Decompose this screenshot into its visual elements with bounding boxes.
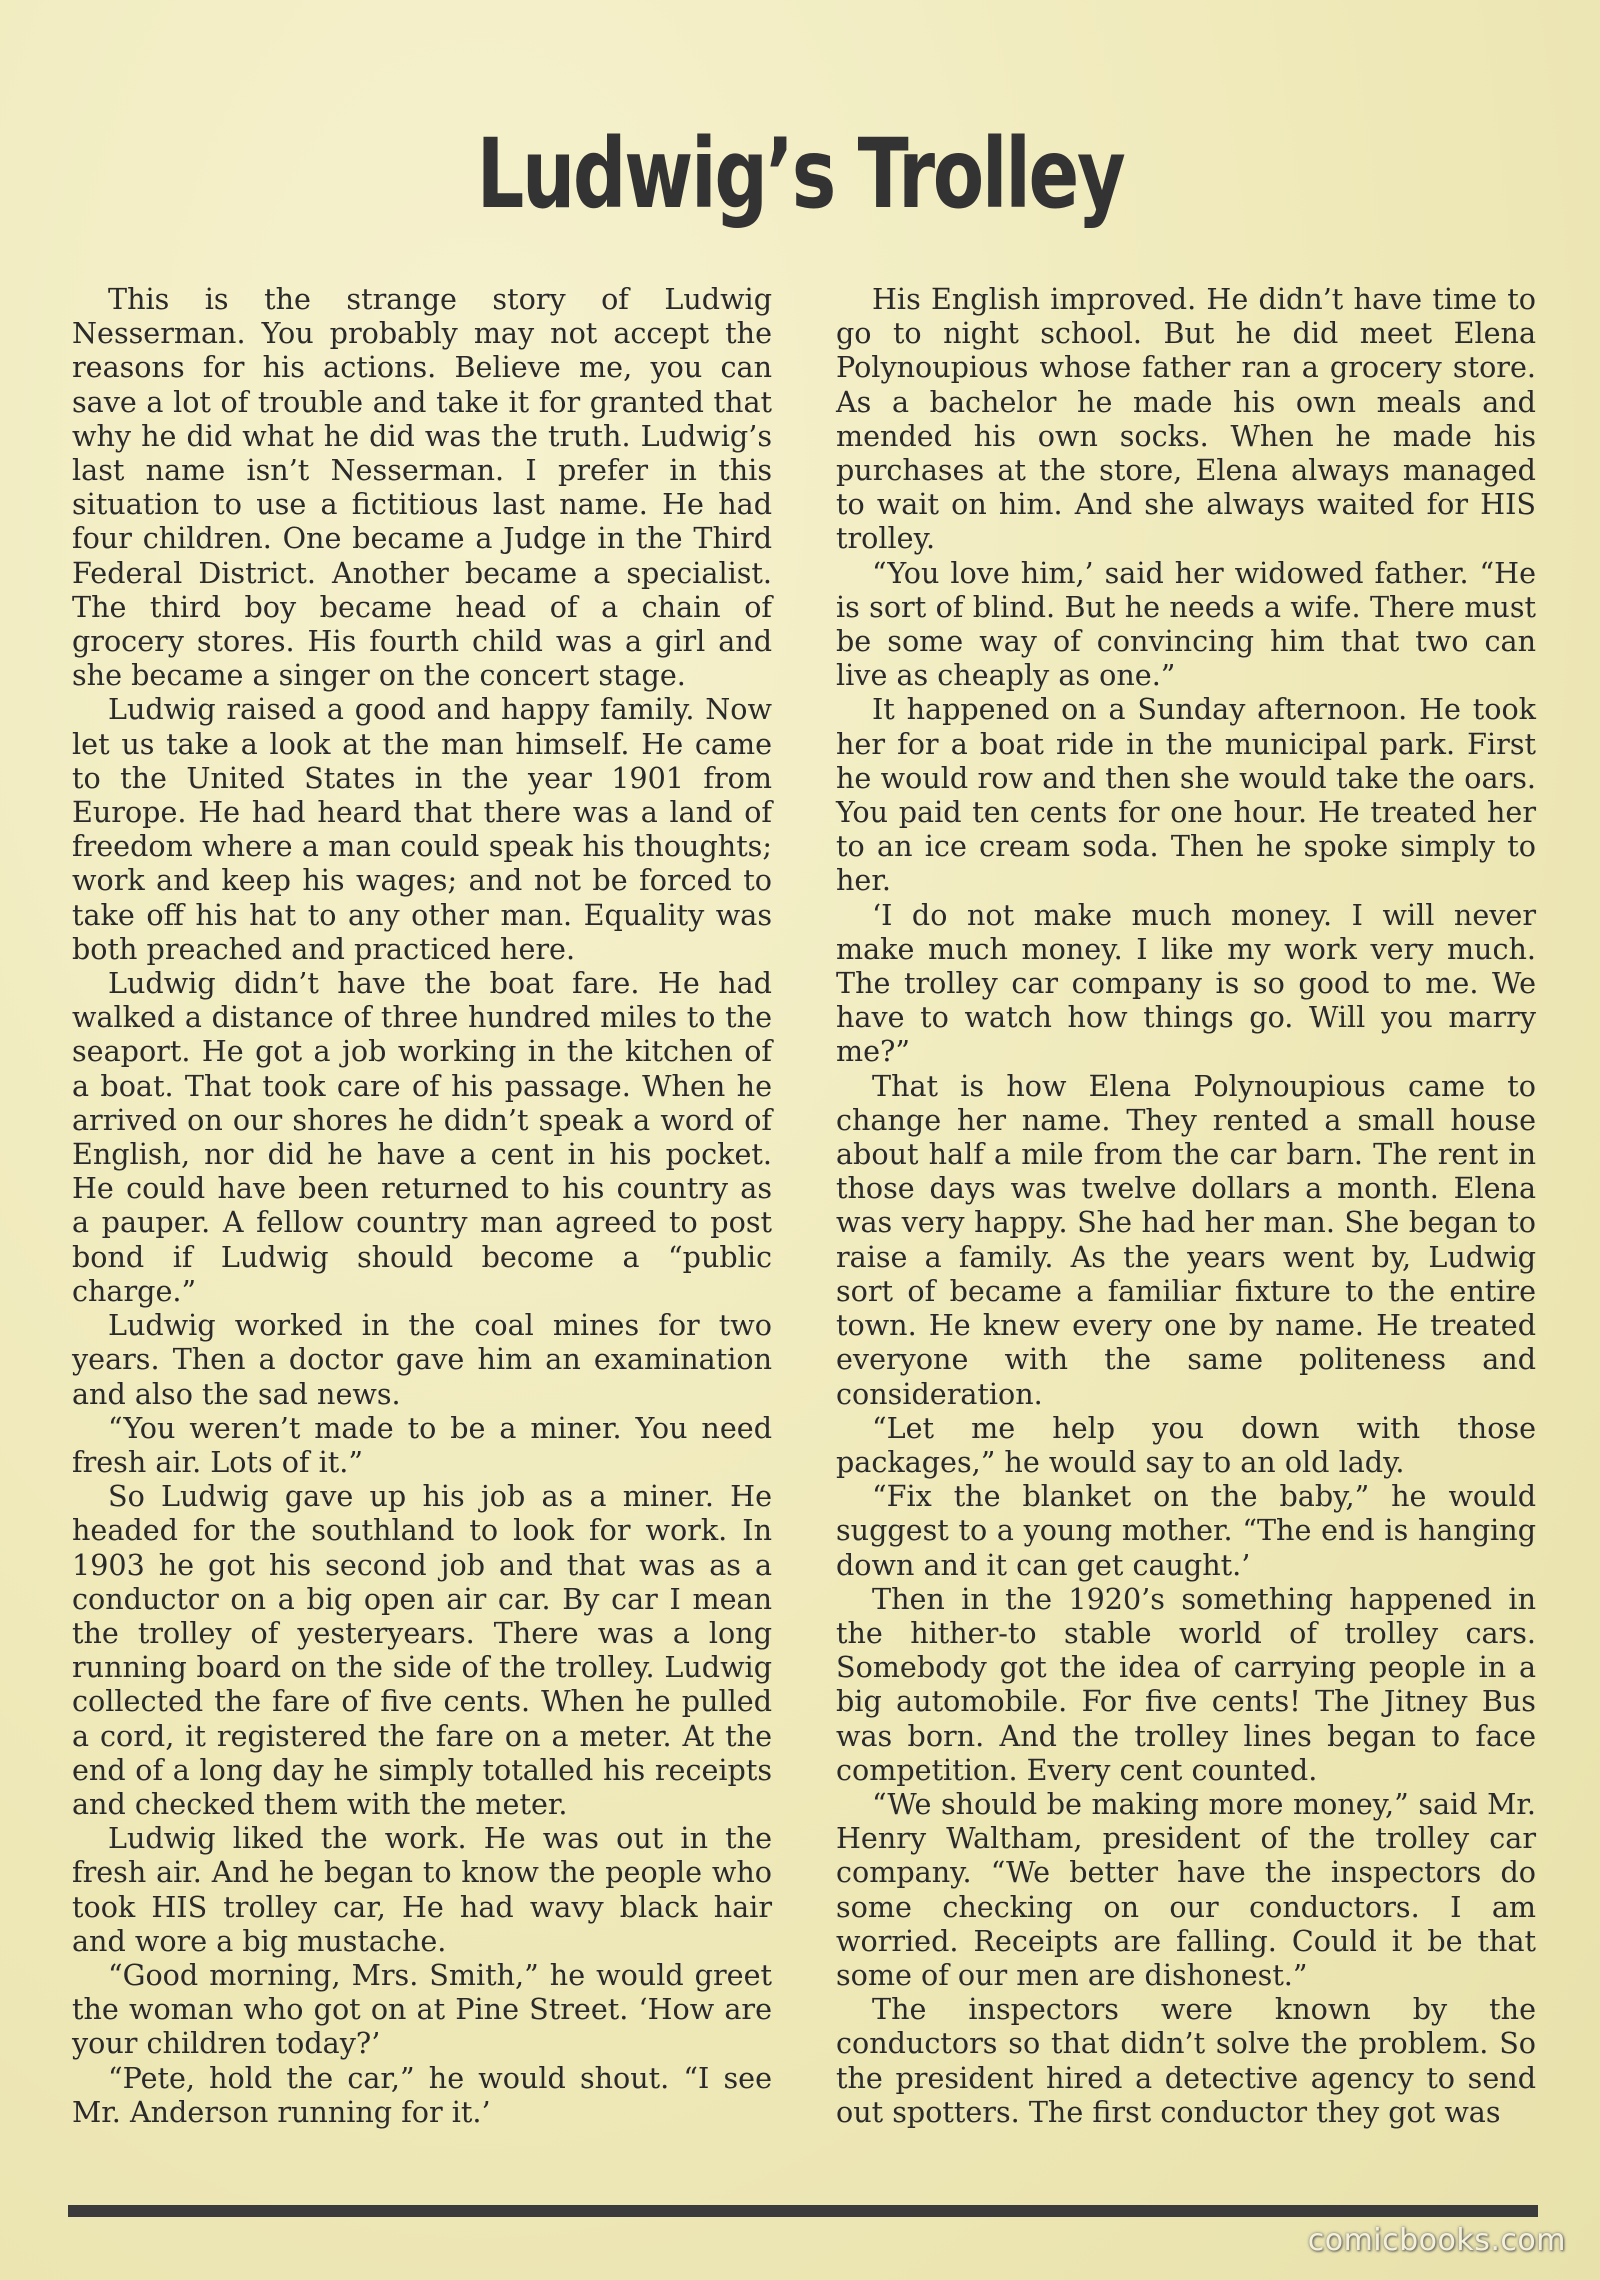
paragraph: It happened on a Sunday afternoon. He took her for a boat ride in the municipal park. First he would row and then she would take the oars. You paid ten cents for one hour. He treated her to an ice cream soda. Then he spoke simply to her.: [836, 692, 1536, 898]
paragraph: “Let me help you down with those packages,” he would say to an old lady.: [836, 1410, 1536, 1479]
paragraph: Then in the 1920’s something happened in the hither-to stable world of trolley cars. Somebody got the idea of carrying people in a big automobile. For five cents! The Jitney Bus was born. And the trolley lines began to face competition. Every cent counted.: [836, 1581, 1536, 1787]
paragraph: “Fix the blanket on the baby,” he would suggest to a young mother. “The end is hanging down and it can get caught.’: [836, 1479, 1536, 1582]
paragraph: Ludwig worked in the coal mines for two years. Then a doctor gave him an examination and also the sad news.: [72, 1308, 772, 1411]
watermark: comicbooks.com: [1307, 2223, 1566, 2258]
paragraph: ‘I do not make much money. I will never make much money. I like my work very much. The trolley car company is so good to me. We have to watch how things go. Will you marry me?”: [836, 897, 1536, 1069]
paragraph: Ludwig liked the work. He was out in the fresh air. And he began to know the people who took HIS trolley car, He had wavy black hair and wore a big mustache.: [72, 1821, 772, 1958]
paragraph: This is the strange story of Ludwig Nesserman. You probably may not accept the reasons for his actions. Believe me, you can save a lot of trouble and take it for granted that why he did what he did was the truth. Ludwig’s last name isn’t Nesserman. I prefer in this situation to use a fictitious last name. He had four children. One became a Judge in the Third Federal District. Another became a specialist. The third boy became head of a chain of grocery stores. His fourth child was a girl and she became a singer on the concert stage.: [72, 282, 772, 693]
paragraph: “Pete, hold the car,” he would shout. “I see Mr. Anderson running for it.’: [72, 2060, 772, 2129]
paragraph: That is how Elena Polynoupious came to change her name. They rented a small house about half a mile from the car barn. The rent in those days was twelve dollars a month. Elena was very happy. She had her man. She began to raise a family. As the years went by, Ludwig sort of became a familiar fixture to the entire town. He knew every one by name. He treated everyone with the same politeness and consideration.: [836, 1068, 1536, 1411]
right-column: [836, 282, 1536, 2129]
paragraph: “You love him,’ said her widowed father. “He is sort of blind. But he needs a wife. There must be some way of convincing him that two can live as cheaply as one.”: [836, 555, 1536, 693]
left-column: [72, 282, 772, 2129]
paragraph: The inspectors were known by the conductors so that didn’t solve the problem. So the president hired a detective agency to send out spotters. The first conductor they got was: [836, 1992, 1536, 2129]
paragraph: His English improved. He didn’t have time to go to night school. But he did meet Elena Polynoupious whose father ran a grocery store. As a bachelor he made his own meals and mended his own socks. When he made his purchases at the store, Elena always managed to wait on him. And she always waited for HIS trolley.: [836, 282, 1536, 556]
paragraph: Ludwig raised a good and happy family. Now let us take a look at the man himself. He came to the United States in the year 1901 from Europe. He had heard that there was a land of freedom where a man could speak his thoughts; work and keep his wages; and not be forced to take off his hat to any other man. Equality was both preached and practiced here.: [72, 692, 772, 966]
article-title: Ludwig’s Trolley: [476, 118, 1124, 230]
paragraph: “You weren’t made to be a miner. You need fresh air. Lots of it.”: [72, 1410, 772, 1479]
paragraph: “We should be making more money,” said Mr. Henry Waltham, president of the trolley car company. “We better have the inspectors do some checking on our conductors. I am worried. Receipts are falling. Could it be that some of our men are dishonest.”: [836, 1786, 1536, 1992]
paragraph: “Good morning, Mrs. Smith,” he would greet the woman who got on at Pine Street. ‘How are your children today?’: [72, 1957, 772, 2061]
paragraph: So Ludwig gave up his job as a miner. He headed for the southland to look for work. In 1903 he got his second job and that was as a conductor on a big open air car. By car I mean the trolley of yesteryears. There was a long running board on the side of the trolley. Ludwig collected the fare of five cents. When he pulled a cord, it registered the fare on a meter. At the end of a long day he simply totalled his receipts and checked them with the meter.: [72, 1479, 772, 1821]
bottom-rule: [68, 2205, 1538, 2217]
paragraph: Ludwig didn’t have the boat fare. He had walked a distance of three hundred miles to the seaport. He got a job working in the kitchen of a boat. That took care of his passage. When he arrived on our shores he didn’t speak a word of English, nor did he have a cent in his pocket. He could have been returned to his country as a pauper. A fellow country man agreed to post bond if Ludwig should become a “public charge.”: [72, 966, 772, 1308]
